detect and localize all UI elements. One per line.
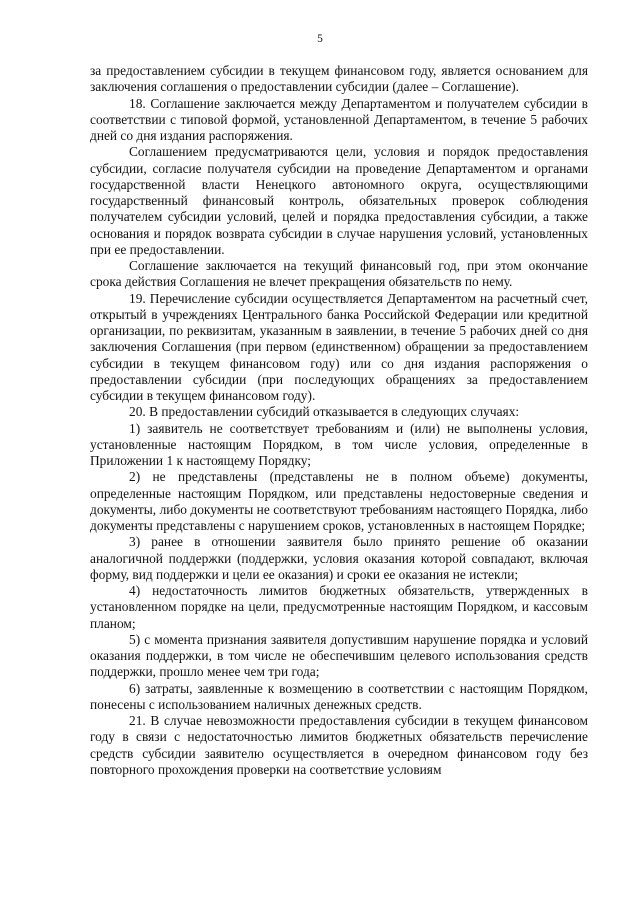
- paragraph-continuation: за предоставлением субсидии в текущем финансовом году, является основанием для заключения соглашения о предоставлении субсидии (далее – Соглашение).: [90, 63, 588, 95]
- paragraph-clause-18: 18. Соглашение заключается между Департаментом и получателем субсидии в соответствии с типовой формой, установленной Департаментом, в течение 5 рабочих дней со дня издания распоряжения.: [90, 95, 588, 143]
- paragraph-clause-20: 20. В предоставлении субсидий отказывается в следующих случаях:: [129, 404, 520, 420]
- paragraph-clause-21: 21. В случае невозможности предоставления субсидии в текущем финансовом году в связи с недостаточностью лимитов бюджетных обязательств перечисление средств субсидии заявителю осуществляется в очередном финансовом году без повторного прохождения проверки на соответствие условиям: [90, 713, 588, 777]
- list-item-refusal-5: 5) с момента признания заявителя допустившим нарушение порядка и условий оказания поддержки, в том числе не обеспечившим целевого использования средств поддержки, прошло менее чем три года;: [90, 631, 588, 680]
- list-item-refusal-2: 2) не представлены (представлены не в полном объеме) документы, определенные настоящим Порядком, или представлены недостоверные сведения и документы, либо документы не соответствуют требованиям настоящего Порядка, либо документы представлены с нарушением сроков, установленных в настоящем Порядке;: [90, 469, 588, 533]
- paragraph-agreement-content: Соглашением предусматриваются цели, условия и порядок предоставления субсидии, согласие получателя субсидии на проведение Департаментом и органами государственной власти Ненецкого автономного округа, осуществляющими государственный финансовый контроль, обязательных проверок соблюдения получателем субсидии условий, целей и порядка предоставления субсидии, а также основания и порядок возврата субсидии в случае нарушения условий, установленных при ее предоставлении.: [90, 144, 588, 257]
- page-number: 5: [317, 33, 323, 45]
- list-item-refusal-1: 1) заявитель не соответствует требованиям и (или) не выполнены условия, установленные настоящим Порядком, в том числе условия, определенные в Приложении 1 к настоящему Порядку;: [90, 420, 588, 468]
- document-body: [90, 63, 588, 778]
- paragraph-clause-19: 19. Перечисление субсидии осуществляется Департаментом на расчетный счет, открытый в учреждениях Центрального банка Российской Федерации или кредитной организации, по реквизитам, указанным в заявлении, в течение 5 рабочих дней со дня заключения Соглашения (при первом (единственном) обращении за предоставлением субсидии в текущем финансовом году) или со дня издания распоряжения о предоставлении субсидии (при последующих обращениях за предоставлением субсидии в текущем финансовом году).: [90, 290, 588, 403]
- paragraph-agreement-term: Соглашение заключается на текущий финансовый год, при этом окончание срока действия Соглашения не влечет прекращения обязательств по нему.: [90, 258, 588, 290]
- list-item-refusal-6: 6) затраты, заявленные к возмещению в соответствии с настоящим Порядком, понесены с использованием наличных денежных средств.: [90, 680, 588, 712]
- list-item-refusal-3: 3) ранее в отношении заявителя было принято решение об оказании аналогичной поддержки (поддержки, условия оказания которой совпадают, включая форму, вид поддержки и цели ее оказания) и сроки ее оказания не истекли;: [90, 534, 588, 582]
- list-item-refusal-4: 4) недостаточность лимитов бюджетных обязательств, утвержденных в установленном порядке на цели, предусмотренные настоящим Порядком, и кассовым планом;: [90, 583, 588, 631]
